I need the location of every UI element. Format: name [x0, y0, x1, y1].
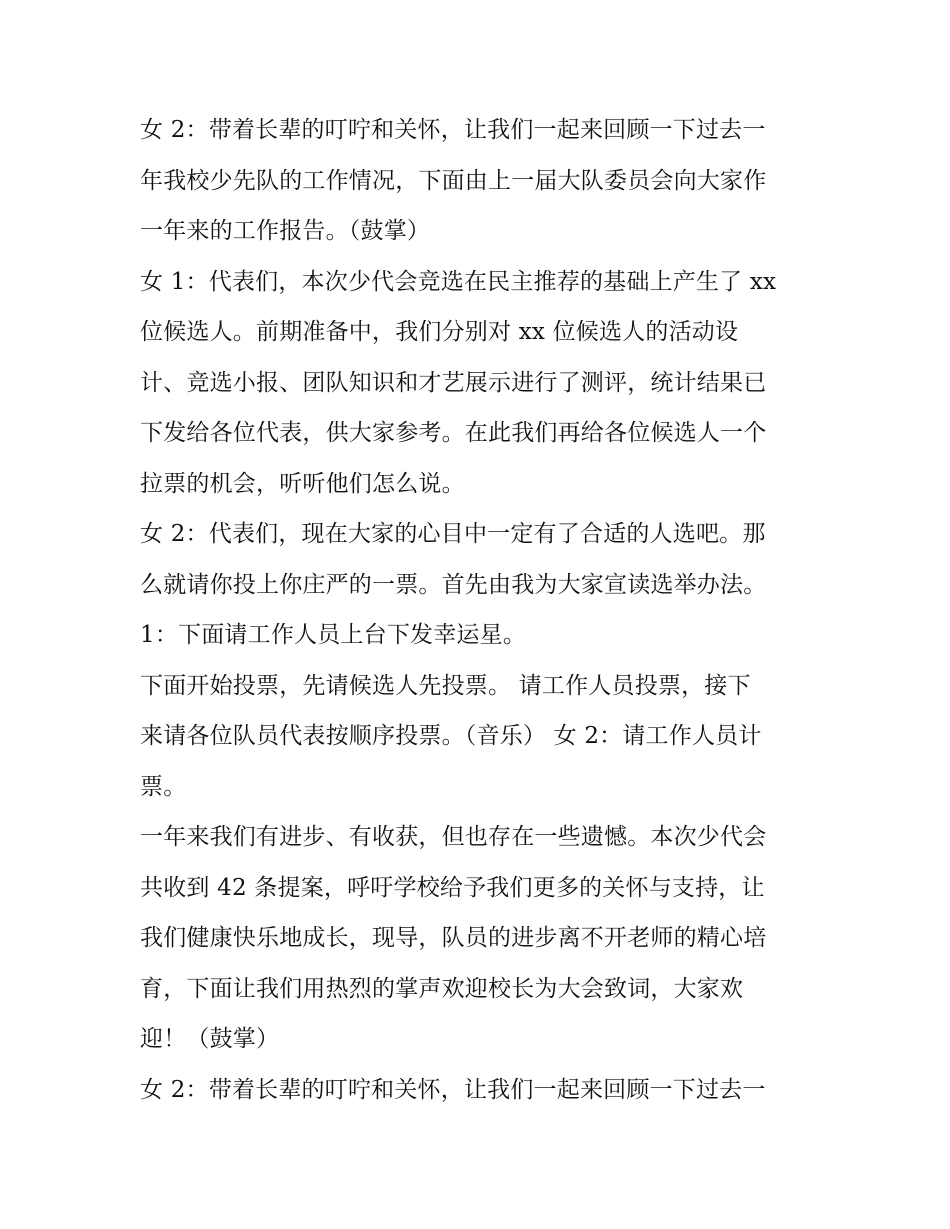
- text-line: 一年来我们有进步、有收获，但也存在一些遗憾。本次少代会: [140, 824, 767, 850]
- text-line: 女 2：带着长辈的叮咛和关怀，让我们一起来回顾一下过去一: [140, 1076, 766, 1103]
- text-line: 下面开始投票，先请候选人先投票。 请工作人员投票，接下: [140, 672, 751, 699]
- text-line: 票。: [140, 773, 187, 800]
- text-line: 么就请你投上你庄严的一票。首先由我为大家宣读选举办法。: [140, 571, 767, 598]
- text-line: 迎！（鼓掌）: [140, 1026, 280, 1052]
- text-line: 女 2：带着长辈的叮咛和关怀，让我们一起来回顾一下过去一: [140, 117, 766, 143]
- text-line: 1：下面请工作人员上台下发幸运星。: [140, 622, 527, 648]
- text-line: 共收到 42 条提案，呼吁学校给予我们更多的关怀与支持，让: [140, 874, 765, 901]
- text-line: 女 1：代表们，本次少代会竞选在民主推荐的基础上产生了 xx: [140, 268, 777, 295]
- document-body: [140, 105, 830, 1115]
- text-line: 来请各位队员代表按顺序投票。（音乐） 女 2：请工作人员计: [140, 723, 762, 749]
- text-line: 育，下面让我们用热烈的掌声欢迎校长为大会致词，大家欢: [140, 975, 744, 1002]
- text-line: 年我校少先队的工作情况，下面由上一届大队委员会向大家作: [140, 167, 767, 194]
- text-line: 拉票的机会，听听他们怎么说。: [140, 470, 465, 497]
- text-line: 我们健康快乐地成长，现导，队员的进步离不开老师的精心培: [140, 925, 767, 951]
- text-line: 女 2：代表们，现在大家的心目中一定有了合适的人选吧。那: [140, 521, 766, 547]
- text-line: 下发给各位代表，供大家参考。在此我们再给各位候选人一个: [140, 420, 767, 446]
- text-line: 位候选人。前期准备中，我们分别对 xx 位候选人的活动设: [140, 319, 739, 345]
- text-line: 计、竞选小报、团队知识和才艺展示进行了测评，统计结果已: [140, 369, 767, 396]
- text-line: 一年来的工作报告。（鼓掌）: [140, 218, 431, 244]
